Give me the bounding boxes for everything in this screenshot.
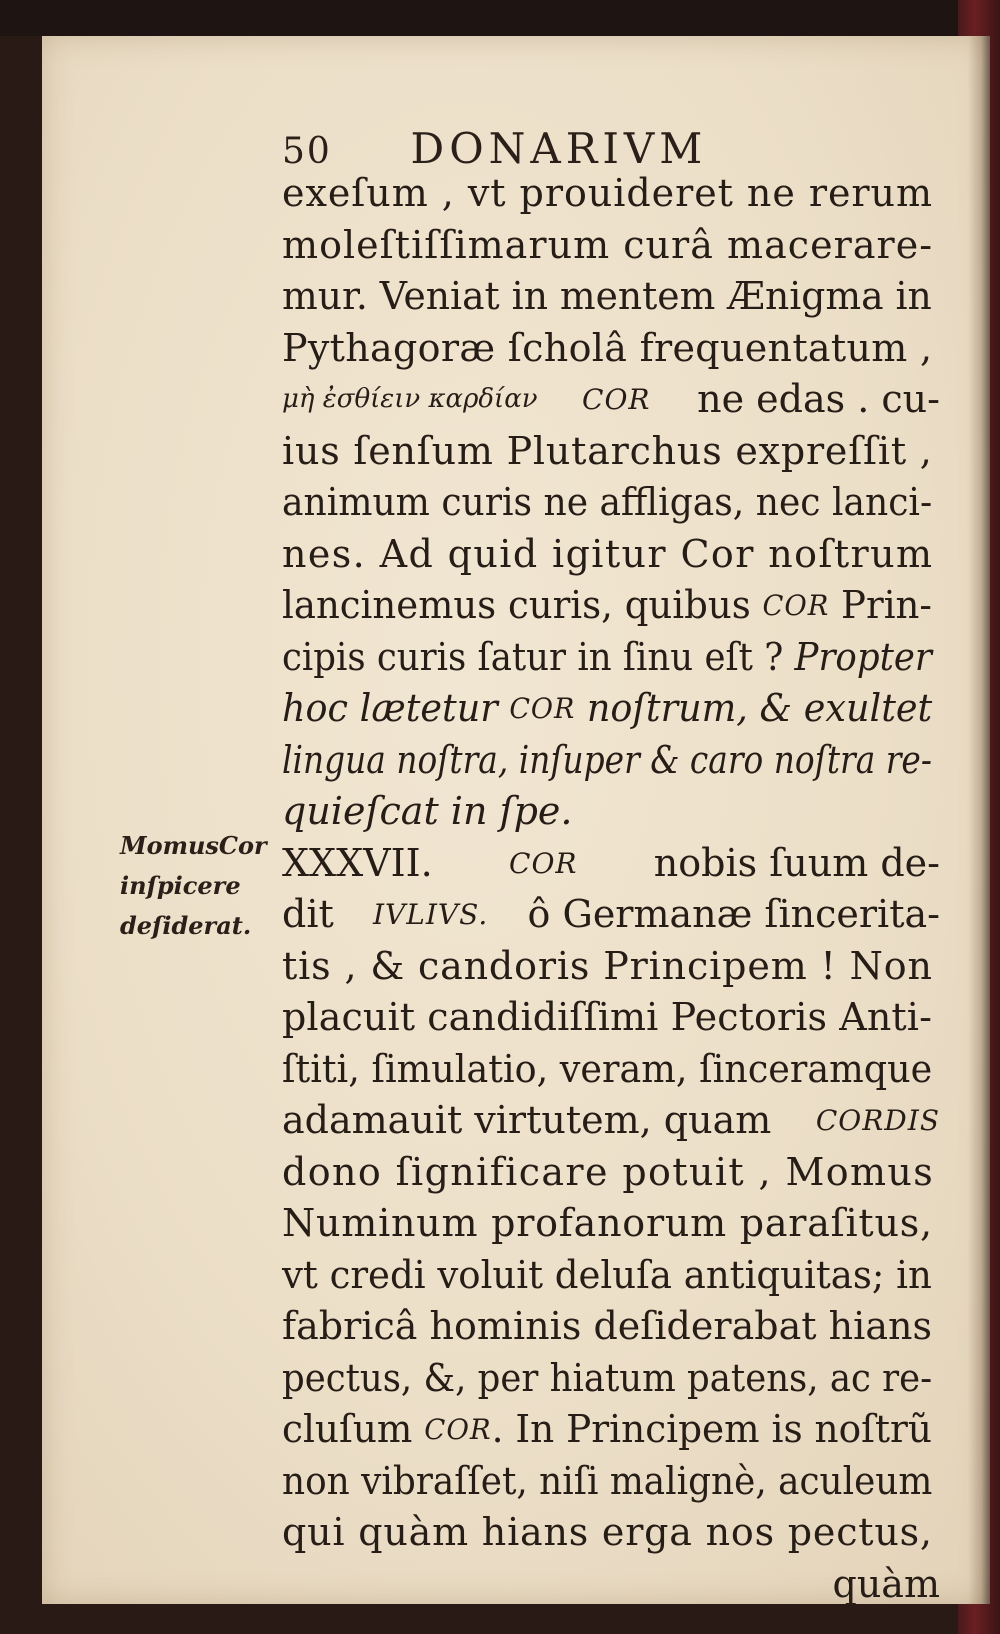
text-fragment: quàm bbox=[832, 1561, 940, 1606]
text-fragment: qui quàm hians erga nos pectus, bbox=[282, 1510, 933, 1554]
text-line bbox=[282, 1301, 940, 1353]
text-line bbox=[282, 220, 940, 272]
text-fragment: IVLIVS. bbox=[373, 898, 489, 931]
marginal-note bbox=[120, 826, 280, 946]
text-fragment: Propter bbox=[794, 634, 932, 679]
text-line bbox=[282, 941, 940, 993]
text-line bbox=[282, 168, 940, 220]
text-line bbox=[282, 426, 940, 478]
text-fragment: Numinum profanorum paraſitus, bbox=[282, 1201, 933, 1245]
text-fragment: vt credi voluit deluſa antiquitas; in bbox=[282, 1252, 932, 1297]
marginal-note-line: inſpicere bbox=[120, 871, 241, 900]
text-fragment: μὴ ἐσθίειν καρδίαν bbox=[282, 384, 538, 414]
text-line bbox=[282, 580, 932, 632]
text-fragment: quieſcat in ſpe. bbox=[282, 789, 573, 833]
text-line bbox=[282, 1353, 932, 1405]
text-fragment: lancinemus curis, quibus bbox=[282, 583, 763, 627]
marginal-note-line: deſiderat. bbox=[120, 911, 252, 940]
text-fragment: adamauit virtutem, quam bbox=[282, 1098, 784, 1142]
text-line bbox=[282, 1250, 932, 1302]
text-fragment: nes. Ad quid igitur Cor noſtrum bbox=[282, 531, 934, 576]
text-fragment: ius ſenſum Plutarchus expreſſit , bbox=[282, 428, 933, 473]
text-fragment: non vibraſſet, niſi malignè, aculeum bbox=[282, 1458, 933, 1503]
text-fragment: COR bbox=[424, 1413, 492, 1446]
text-line bbox=[282, 529, 940, 581]
body-text bbox=[282, 168, 940, 1610]
text-fragment: tis , & candoris Principem ! Non bbox=[282, 943, 933, 988]
text-fragment: ſtiti, ſimulatio, veram, ſinceramque bbox=[282, 1046, 933, 1091]
text-fragment: ô Germanæ ſincerita- bbox=[515, 892, 940, 936]
text-fragment: animum curis ne affligas, nec lanci- bbox=[282, 480, 933, 524]
text-line bbox=[282, 838, 940, 890]
text-line bbox=[282, 786, 940, 838]
text-fragment: CORDIS bbox=[815, 1104, 940, 1137]
text-line bbox=[282, 683, 932, 735]
text-fragment: COR bbox=[572, 383, 651, 416]
text-fragment: cluſum bbox=[282, 1407, 425, 1451]
text-line bbox=[282, 889, 940, 941]
scan-background-top bbox=[0, 0, 1000, 36]
text-fragment: mur. Veniat in mentem Ænigma in bbox=[282, 274, 932, 318]
text-fragment: ne edas . cu- bbox=[685, 377, 940, 421]
text-fragment: COR bbox=[762, 589, 830, 622]
text-fragment: COR bbox=[509, 846, 578, 880]
text-line bbox=[282, 271, 932, 323]
text-fragment: moleſtiſſimarum curâ macerare- bbox=[282, 222, 934, 267]
marginal-note-line: MomusCor bbox=[120, 831, 267, 860]
text-fragment: placuit candidiſſimi Pectoris Anti- bbox=[282, 995, 933, 1039]
text-fragment: lingua noſtra, inſuper & caro noſtra re- bbox=[282, 737, 932, 782]
catchword bbox=[282, 1559, 940, 1611]
text-line bbox=[282, 1095, 940, 1147]
text-fragment: Pythagoræ ſcholâ frequentatum , bbox=[282, 325, 933, 370]
page-number: 50 bbox=[282, 131, 332, 172]
text-fragment: . In Principem is noſtrũ bbox=[491, 1407, 932, 1451]
text-line bbox=[282, 1507, 940, 1559]
text-fragment: cipis curis ſatur in ſinu eſt ? bbox=[282, 634, 795, 679]
running-head bbox=[282, 124, 708, 173]
text-line bbox=[282, 323, 940, 375]
text-fragment: dit bbox=[282, 892, 346, 936]
text-fragment: Prin- bbox=[829, 583, 932, 627]
text-fragment: hoc lætetur bbox=[282, 686, 510, 730]
text-fragment: COR bbox=[509, 692, 576, 725]
text-line bbox=[282, 374, 940, 426]
running-title: DONARIVM bbox=[410, 124, 708, 173]
text-fragment: nobis ſuum de- bbox=[641, 840, 940, 885]
text-line bbox=[282, 735, 932, 787]
text-line bbox=[282, 1198, 940, 1250]
text-line bbox=[282, 992, 940, 1044]
text-line bbox=[282, 477, 932, 529]
text-fragment: exeſum , vt prouideret ne rerum bbox=[282, 171, 933, 215]
text-fragment: XXXVII. bbox=[282, 840, 445, 885]
text-line bbox=[282, 1147, 940, 1199]
text-fragment: dono ſignificare potuit , Momus bbox=[282, 1149, 935, 1194]
text-line bbox=[282, 1456, 932, 1508]
text-fragment: fabricâ hominis deſiderabat hians bbox=[282, 1304, 933, 1348]
page-gutter-shadow bbox=[968, 36, 990, 1604]
text-line bbox=[282, 1404, 932, 1456]
text-fragment: pectus, &, per hiatum patens, ac re- bbox=[282, 1355, 933, 1400]
text-line bbox=[282, 632, 932, 684]
text-fragment: noſtrum, & exultet bbox=[575, 686, 933, 730]
text-line bbox=[282, 1044, 932, 1096]
